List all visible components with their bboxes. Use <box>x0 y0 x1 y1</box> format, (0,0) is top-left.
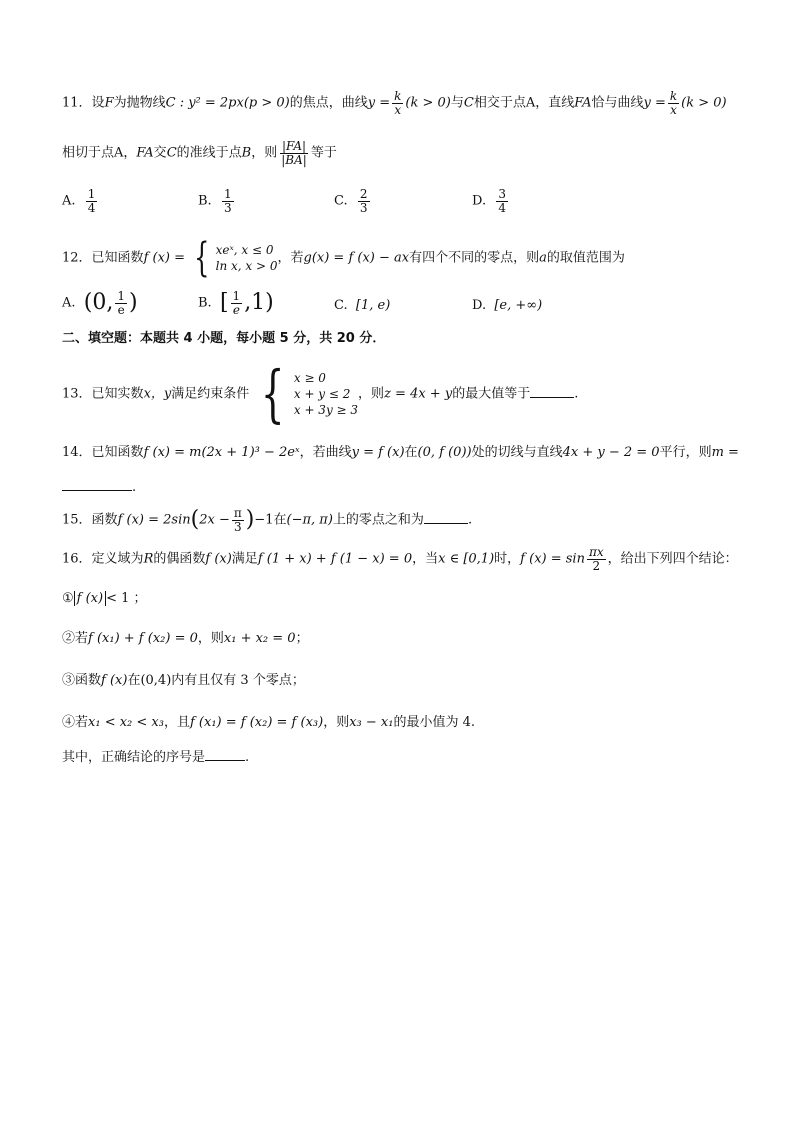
q16-pix-over-2: $\frac{\pi x}{2}$ <box>588 545 604 573</box>
section-fill-in-blank-title: 二、填空题：本题共 4 小题，每小题 5 分，共 20 分． <box>62 331 386 346</box>
q11-number: 11． <box>62 95 92 111</box>
q12-option-d[interactable]: D. [e, +∞) <box>472 298 543 313</box>
q12-number: 12． <box>62 250 92 266</box>
q16-statement-4: ④若x₁ < x₂ < x₃，且f (x₁) = f (x₂) = f (x₃)，则x₃ − x₁的最小值为 4. <box>62 715 476 730</box>
q11-line2: 相切于点A，FA交C的准线于点B，则 $\frac{|FA|}{|BA|}$ 等于 <box>62 139 337 167</box>
q12-option-c[interactable]: C. [1, e) <box>334 298 391 313</box>
q16-statement-3: ③函数f (x)在(0,4)内有且仅有 3 个零点； <box>62 673 305 688</box>
q13-constraints: { x ≥ 0 x + y ≤ 2 x + 3y ≥ 3 <box>261 357 359 430</box>
q14-line2: . <box>62 478 136 494</box>
q11-option-b[interactable]: B. $\frac{1}{3}$ <box>198 187 232 215</box>
q14-line1: 14．已知函数f (x) = m(2x + 1)³ − 2eˣ，若曲线y = f (x)在(0, f (0))处的切线与直线4x + y − 2 = 0平行，则m = <box>62 445 739 460</box>
q11-option-a[interactable]: A. $\frac{1}{4}$ <box>62 187 96 215</box>
q16-answer-blank[interactable] <box>205 748 245 761</box>
q13-line: 13．已知实数x，y满足约束条件 { x ≥ 0 x + y ≤ 2 x + 3y ≥ 3 ，则z = 4x + y的最大值等于 . <box>62 357 579 430</box>
q15-line: 15．函数f (x) = 2sin(2x − $\frac{\pi}{3}$ )−1在(−π, π)上的零点之和为 . <box>62 506 473 534</box>
q16-statement-1: ① f (x) < 1 ； <box>62 591 147 606</box>
q12-piecewise: { xeˣ, x ≤ 0 ln x, x > 0 <box>194 235 278 281</box>
q16-line1: 16．定义域为R的偶函数f (x)满足f (1 + x) + f (1 − x) = 0，当x ∈ [0,1)时，f (x) = sin $\frac{\pi x}{2}$ ，给出下列四个结论： <box>62 545 738 573</box>
q14-answer-blank[interactable] <box>62 478 132 491</box>
q15-answer-blank[interactable] <box>424 511 468 524</box>
q11-line1: 11．设F为抛物线C : y² = 2px(p > 0)的焦点，曲线y = $\frac{k}{x}$ (k > 0)与C相交于点A，直线FA恰与曲线y = $\frac{k}{x}$ (k > 0) <box>62 89 727 117</box>
q13-answer-blank[interactable] <box>530 385 574 398</box>
q14-number: 14． <box>62 445 92 460</box>
q12-option-b[interactable]: B. [ $\frac{1}{e}$ ,1) <box>198 289 274 317</box>
q11-k-over-x: $\frac{k}{x}$ <box>394 89 402 117</box>
q12-option-a[interactable]: A. (0, $\frac{1}{e}$ ) <box>62 289 138 317</box>
q15-pi-over-3: $\frac{\pi}{3}$ <box>233 506 242 534</box>
q16-statement-2: ②若f (x₁) + f (x₂) = 0，则x₁ + x₂ = 0； <box>62 631 309 646</box>
q15-number: 15． <box>62 512 92 528</box>
q11-option-d[interactable]: D. $\frac{3}{4}$ <box>472 187 506 215</box>
q16-final-line: 其中，正确结论的序号是 . <box>62 750 250 765</box>
q11-ratio: $\frac{|FA|}{|BA|}$ <box>281 139 307 167</box>
q16-number: 16． <box>62 551 92 567</box>
q11-k-over-x-2: $\frac{k}{x}$ <box>669 89 678 117</box>
q11-option-c[interactable]: C. $\frac{2}{3}$ <box>334 187 368 215</box>
q11-parabola: C : y² = 2px(p > 0) <box>165 95 290 111</box>
q13-number: 13． <box>62 386 92 402</box>
q12-line1: 12．已知函数f (x) = { xeˣ, x ≤ 0 ln x, x > 0 ，若g(x) = f (x) − ax有四个不同的零点，则a的取值范围为 <box>62 235 625 281</box>
